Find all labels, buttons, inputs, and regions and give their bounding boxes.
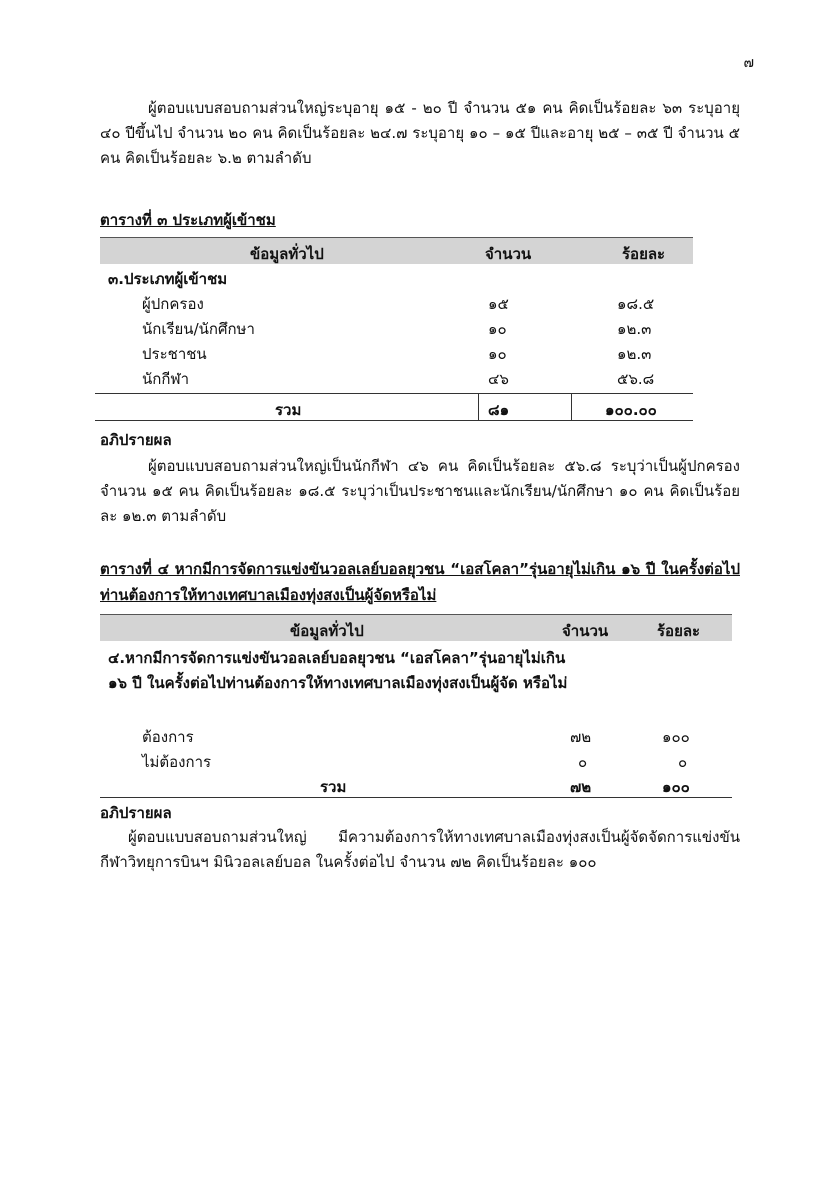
row-label: นักเรียน/นักศึกษา	[142, 320, 255, 338]
total-percent: ๑๐๐.๐๐	[605, 401, 657, 419]
row-count: ๑๐	[488, 320, 507, 338]
table-row	[100, 722, 732, 747]
row-percent: ๑๒.๓	[617, 320, 652, 338]
table3-header	[100, 237, 693, 264]
row-percent: ๑๘.๕	[617, 295, 655, 313]
table4-header-percent: ร้อยละ	[657, 622, 701, 640]
row-label: ไม่ต้องการ	[142, 753, 212, 771]
row-count: ๔๖	[488, 370, 509, 388]
table3-section-row	[100, 264, 693, 289]
table-row	[100, 339, 693, 364]
divider	[571, 394, 572, 420]
row-label: นักกีฬา	[142, 370, 190, 388]
discussion1-text: ผู้ตอบแบบสอบถามส่วนใหญ่เป็นนักกีฬา ๔๖ คน คิดเป็นร้อยละ ๕๖.๘ ระบุว่าเป็นผู้ปกครอง จำนวน ๑๕ คน คิดเป็นร้อยละ ๑๘.๕ ระบุว่าเป็นประชาชนและนักเรียน/นักศึกษา ๑๐ คน คิดเป็นร้อยละ ๑๒.๓ ตามลำดับ	[100, 457, 740, 525]
table3-header-percent: ร้อยละ	[622, 245, 666, 263]
table4	[100, 614, 732, 804]
table3-total-row	[95, 393, 693, 421]
row-label: ผู้ปกครอง	[142, 295, 204, 313]
table-row	[100, 289, 693, 314]
table3-header-count: จำนวน	[485, 245, 532, 263]
table4-caption: ตารางที่ ๔ หากมีการจัดการแข่งขันวอลเลย์บอลยุวชน “เอสโคลา”รุ่นอายุไม่เกิน ๑๖ ปี ในครั้งต่อไปท่านต้องการให้ทางเทศบาลเมืองทุ่งสงเป็นผู้จัดหรือไม่	[100, 560, 740, 604]
row-label: ต้องการ	[142, 728, 194, 746]
row-count: ๗๒	[570, 728, 592, 746]
total-label: รวม	[320, 778, 347, 796]
row-label: ประชาชน	[142, 345, 207, 363]
total-count: ๗๒	[570, 778, 592, 796]
discussion2-text: ผู้ตอบแบบสอบถามส่วนใหญ่ มีความต้องการให้ทางเทศบาลเมืองทุ่งสงเป็นผู้จัดจัดการแข่งขันกีฬาวิทยุการบินฯ มินิวอลเลย์บอล ในครั้งต่อไป จำนวน ๗๒ คิดเป็นร้อยละ ๑๐๐	[100, 828, 740, 871]
row-percent: ๑๒.๓	[617, 345, 652, 363]
row-percent: ๐	[678, 753, 688, 771]
row-count: ๑๕	[488, 295, 509, 313]
table3-section-label: ๓.ประเภทผู้เข้าชม	[108, 270, 228, 288]
total-percent: ๑๐๐	[662, 778, 690, 796]
row-count: ๑๐	[488, 345, 507, 363]
table3	[100, 237, 693, 419]
table4-header	[100, 614, 732, 641]
row-percent: ๕๖.๘	[617, 370, 655, 388]
page-number: ๗	[743, 55, 754, 71]
table-row	[100, 364, 693, 389]
total-label: รวม	[275, 401, 302, 419]
table4-header-count: จำนวน	[562, 622, 609, 640]
table3-caption: ตารางที่ ๓ ประเภทผู้เข้าชม	[100, 211, 276, 229]
table4-header-info: ข้อมูลทั่วไป	[290, 622, 364, 640]
table4-total-row	[100, 774, 732, 798]
row-count: ๐	[578, 753, 588, 771]
table4-question: ๔.หากมีการจัดการแข่งขันวอลเลย์บอลยุวชน “เอสโคลา”รุ่นอายุไม่เกิน ๑๖ ปี ในครั้งต่อไปท่านต้องการให้ทางเทศบาลเมืองทุ่งสงเป็นผู้จัด หรือไม่	[108, 649, 568, 692]
table-row	[100, 747, 732, 772]
intro-paragraph: ผู้ตอบแบบสอบถามส่วนใหญ่ระบุอายุ ๑๕ - ๒๐ ปี จำนวน ๕๑ คน คิดเป็นร้อยละ ๖๓ ระบุอายุ ๔๐ ปีขึ้นไป จำนวน ๒๐ คน คิดเป็นร้อยละ ๒๔.๗ ระบุอายุ ๑๐ – ๑๕ ปีและอายุ ๒๕ – ๓๕ ปี จำนวน ๕ คน คิดเป็นร้อยละ ๖.๒ ตามลำดับ	[100, 99, 740, 167]
row-percent: ๑๐๐	[662, 728, 690, 746]
discussion1-heading: อภิปรายผล	[100, 431, 172, 449]
table3-header-info: ข้อมูลทั่วไป	[250, 245, 324, 263]
divider	[478, 394, 479, 420]
table-row	[100, 314, 693, 339]
discussion2-heading: อภิปรายผล	[100, 804, 172, 822]
total-count: ๘๑	[488, 401, 510, 419]
